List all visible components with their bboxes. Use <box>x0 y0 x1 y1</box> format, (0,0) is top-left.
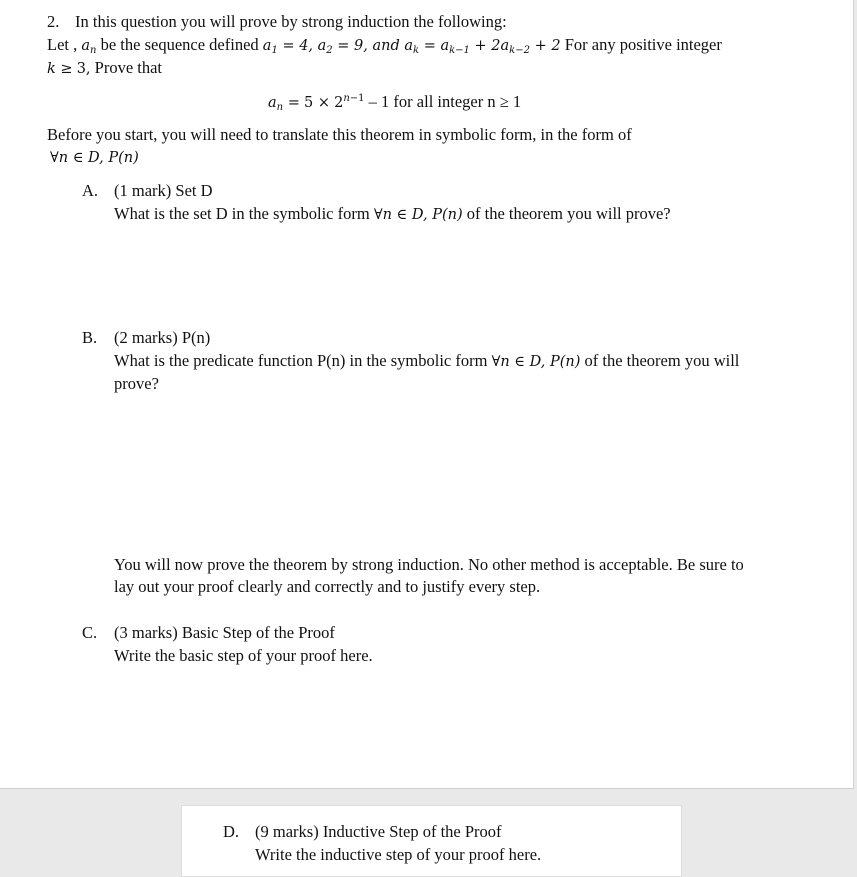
part-d-prompt: Write the inductive step of your proof here. <box>255 845 542 864</box>
k-condition: k ≥ 3, Prove that <box>47 58 163 77</box>
math-a-n-eq: $a_n$ = <box>268 95 300 113</box>
part-a-letter: A. <box>82 181 99 200</box>
part-d-letter: D. <box>223 822 240 841</box>
formula-coef: 5 × <box>304 95 330 111</box>
part-a-prompt: What is the set D in the symbolic form ∀n ∈ D, P(n) of the theorem you will prove? <box>114 204 671 223</box>
for-any-text: For any positive integer <box>564 35 722 54</box>
part-d-heading: (9 marks) Inductive Step of the Proof <box>255 822 502 841</box>
instructions-line1: You will now prove the theorem by strong induction. No other method is acceptable. Be sure to <box>114 555 744 574</box>
sequence-definition <box>47 35 722 56</box>
part-b-prompt: What is the predicate function P(n) in the symbolic form ∀n ∈ D, P(n) of the theorem you will <box>114 351 740 370</box>
math-symbolic-form: ∀n ∈ D, P(n) <box>491 354 581 370</box>
math-recurrence: $a_1 = 4$, $a_2 = 9$, and $a_k = a_{k-1} + 2a_{k-2} + 2$ <box>262 38 561 56</box>
formula-tail: – 1 for all integer n ≥ 1 <box>368 92 522 111</box>
prove-that: Prove that <box>94 58 163 77</box>
question-intro: In this question you will prove by strong induction the following: <box>75 12 507 31</box>
question-number: 2. <box>47 12 60 31</box>
let-prefix: Let , <box>47 35 78 54</box>
before-start-text: Before you start, you will need to translate this theorem in symbolic form, in the form of <box>47 125 632 144</box>
math-a-n: $a_n$ <box>81 38 97 56</box>
page-2 <box>181 805 682 877</box>
instructions-line2: lay out your proof clearly and correctly and to justify every step. <box>114 577 541 596</box>
math-symbolic-form: ∀n ∈ D, P(n) <box>373 207 463 223</box>
part-c-letter: C. <box>82 623 98 642</box>
part-b-heading: (2 marks) P(n) <box>114 328 211 347</box>
math-k-geq: k ≥ <box>47 61 73 77</box>
part-a-heading: (1 mark) Set D <box>114 181 213 200</box>
part-c-heading: (3 marks) Basic Step of the Proof <box>114 623 335 642</box>
part-b-letter: B. <box>82 328 98 347</box>
theorem-formula <box>268 92 521 113</box>
seq-def-text: be the sequence defined <box>100 35 259 54</box>
part-b-prompt-line2: prove? <box>114 374 159 393</box>
math-power: $2^{n-1}$ <box>334 93 365 111</box>
part-c-prompt: Write the basic step of your proof here. <box>114 646 373 665</box>
symbolic-form-general: ∀n ∈ D, P(n) <box>50 150 139 166</box>
